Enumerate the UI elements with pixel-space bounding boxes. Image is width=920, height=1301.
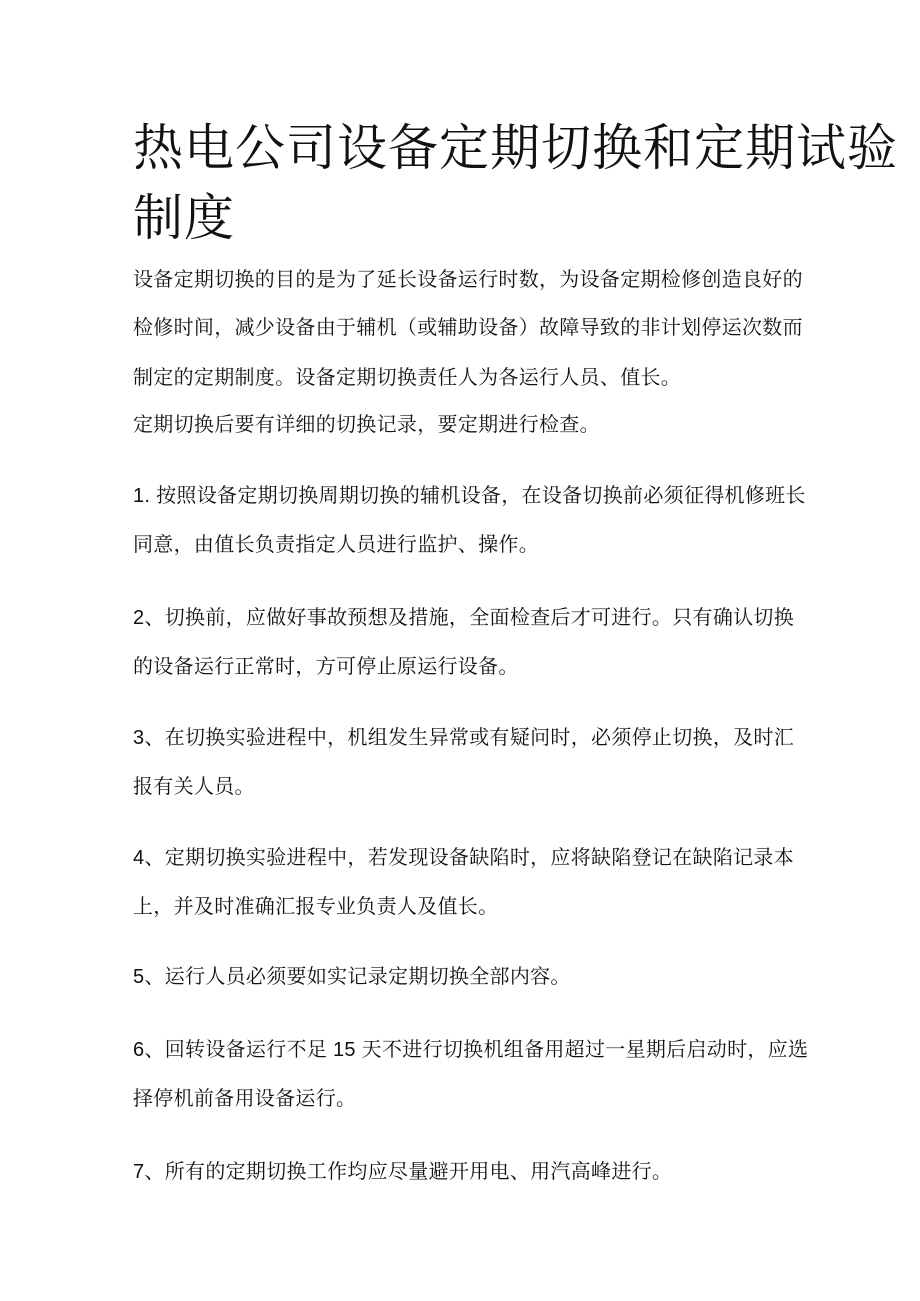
intro-line: 制定的定期制度。设备定期切换责任人为各运行人员、值长。 <box>133 367 682 389</box>
item-line: 1. 按照设备定期切换周期切换的辅机设备，在设备切换前必须征得机修班长 <box>133 485 806 507</box>
item-line: 7、所有的定期切换工作均应尽量避开用电、用汽高峰进行。 <box>133 1161 673 1183</box>
item-line: 2、切换前，应做好事故预想及措施，全面检查后才可进行。只有确认切换 <box>133 607 795 629</box>
item-line: 4、定期切换实验进程中，若发现设备缺陷时，应将缺陷登记在缺陷记录本 <box>133 847 795 869</box>
intro-line: 设备定期切换的目的是为了延长设备运行时数，为设备定期检修创造良好的 <box>133 269 803 291</box>
item-line: 报有关人员。 <box>133 776 255 798</box>
document-title-line-1: 热电公司设备定期切换和定期试验 <box>133 120 898 176</box>
item-line: 同意，由值长负责指定人员进行监护、操作。 <box>133 534 539 556</box>
item-line: 3、在切换实验进程中，机组发生异常或有疑问时，必须停止切换，及时汇 <box>133 727 795 749</box>
item-line: 5、运行人员必须要如实记录定期切换全部内容。 <box>133 966 571 988</box>
document-title-line-2: 制度 <box>133 190 235 246</box>
item-line: 上，并及时准确汇报专业负责人及值长。 <box>133 896 499 918</box>
intro-line: 检修时间，减少设备由于辅机（或辅助设备）故障导致的非计划停运次数而 <box>133 317 803 339</box>
item-line: 择停机前备用设备运行。 <box>133 1088 357 1110</box>
intro-line: 定期切换后要有详细的切换记录，要定期进行检查。 <box>133 414 600 436</box>
item-line: 6、回转设备运行不足 15 天不进行切换机组备用超过一星期后启动时，应选 <box>133 1039 809 1061</box>
item-line: 的设备运行正常时，方可停止原运行设备。 <box>133 656 519 678</box>
